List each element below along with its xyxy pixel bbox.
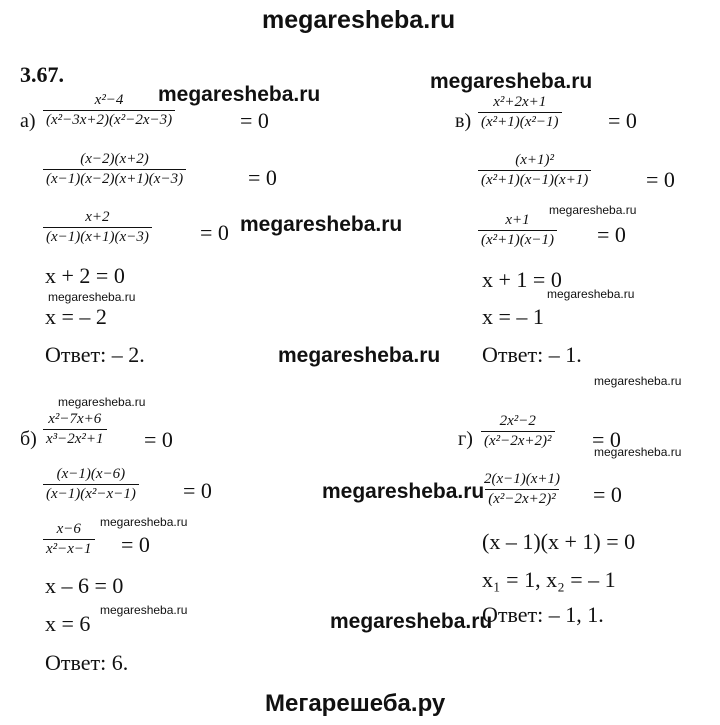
part-b-fraction-2 [43, 467, 139, 503]
part-v-equals-3: = 0 [597, 222, 626, 247]
part-v-line-1: x + 1 = 0 [482, 267, 562, 292]
part-b-equals-1: = 0 [144, 427, 173, 452]
part-g-label: г) [458, 428, 473, 450]
watermark-small: megaresheba.ru [100, 515, 188, 529]
watermark-small: megaresheba.ru [58, 395, 146, 409]
part-g-fraction-2-numerator: 2(x−1)(x+1) [484, 471, 561, 487]
part-b-fraction-1 [43, 412, 107, 448]
part-v-label: в) [455, 110, 472, 132]
part-a-fraction-1-numerator: x²−4 [94, 92, 124, 108]
part-b-fraction-3 [43, 522, 95, 558]
part-v-fraction-2 [478, 153, 591, 189]
part-b-fraction-1-denominator: x³−2x²+1 [43, 429, 107, 448]
part-b-fraction-3-denominator: x²−x−1 [43, 539, 95, 558]
watermark: megaresheba.ru [278, 344, 441, 367]
part-a-label: а) [20, 110, 36, 132]
part-g-fraction-2-denominator: (x²−2x+2)² [485, 489, 559, 508]
part-v-fraction-1-denominator: (x²+1)(x²−1) [478, 112, 562, 131]
part-a-equals-1: = 0 [240, 108, 269, 133]
part-v-fraction-2-numerator: (x+1)² [515, 152, 555, 168]
part-b-fraction-1-numerator: x²−7x+6 [48, 411, 102, 427]
part-b-line-1: x – 6 = 0 [45, 573, 124, 598]
part-v-equals-1: = 0 [608, 108, 637, 133]
part-g-fraction-1-numerator: 2x²−2 [499, 413, 536, 429]
part-a-equals-2: = 0 [248, 165, 277, 190]
part-g-answer: Ответ: – 1, 1. [482, 602, 604, 627]
part-a-fraction-2-denominator: (x−1)(x−2)(x+1)(x−3) [43, 169, 186, 188]
part-v-fraction-3 [478, 213, 557, 249]
header-site-title: megaresheba.ru [262, 6, 456, 34]
part-v-equals-2: = 0 [646, 167, 675, 192]
part-g-fraction-2 [481, 472, 563, 508]
part-a-line-2: x = – 2 [45, 304, 107, 329]
part-a-fraction-1-denominator: (x²−3x+2)(x²−2x−3) [43, 110, 175, 129]
part-b-equals-2: = 0 [183, 478, 212, 503]
part-a-fraction-2-numerator: (x−2)(x+2) [80, 151, 149, 167]
part-v-answer: Ответ: – 1. [482, 342, 582, 367]
part-b-line-2: x = 6 [45, 611, 91, 636]
footer-site-title: Мегарешеба.ру [265, 690, 446, 717]
part-a-fraction-1 [43, 93, 175, 129]
part-v-fraction-3-numerator: x+1 [505, 212, 530, 228]
watermark-small: megaresheba.ru [547, 287, 635, 301]
part-v-fraction-1 [478, 95, 562, 131]
part-g-equals-1: = 0 [592, 427, 621, 452]
part-v-line-2: x = – 1 [482, 304, 544, 329]
part-g-fraction-1 [481, 414, 555, 450]
part-g-line-1: (x – 1)(x + 1) = 0 [482, 529, 636, 554]
watermark: megaresheba.ru [240, 213, 403, 236]
part-a-fraction-3-numerator: x+2 [85, 209, 110, 225]
part-a-fraction-3-denominator: (x−1)(x+1)(x−3) [43, 227, 152, 246]
part-a-fraction-2 [43, 152, 186, 188]
watermark-small: megaresheba.ru [549, 203, 637, 217]
part-b-fraction-2-numerator: (x−1)(x−6) [56, 466, 126, 482]
part-g-fraction-1-denominator: (x²−2x+2)² [481, 431, 555, 450]
part-g-equals-2: = 0 [593, 482, 622, 507]
part-v-fraction-2-denominator: (x²+1)(x−1)(x+1) [478, 170, 591, 189]
part-b-answer: Ответ: 6. [45, 650, 129, 675]
part-a-fraction-3 [43, 210, 152, 246]
watermark-small: megaresheba.ru [594, 445, 682, 459]
part-b-fraction-3-numerator: x−6 [56, 521, 81, 537]
part-v-fraction-1-numerator: x²+2x+1 [493, 94, 547, 110]
watermark-small: megaresheba.ru [48, 290, 136, 304]
part-b-label: б) [20, 428, 37, 450]
watermark-small: megaresheba.ru [594, 374, 682, 388]
watermark: megaresheba.ru [330, 610, 493, 633]
part-g-line-2: x₁ = 1, x₂ = – 1 [482, 567, 616, 592]
watermark-small: megaresheba.ru [100, 603, 188, 617]
part-b-equals-3: = 0 [121, 532, 150, 557]
part-a-answer: Ответ: – 2. [45, 342, 145, 367]
part-b-fraction-2-denominator: (x−1)(x²−x−1) [43, 484, 139, 503]
watermark: megaresheba.ru [158, 83, 321, 106]
part-a-equals-3: = 0 [200, 220, 229, 245]
part-a-line-1: x + 2 = 0 [45, 263, 125, 288]
watermark: megaresheba.ru [430, 70, 593, 93]
part-v-fraction-3-denominator: (x²+1)(x−1) [478, 230, 557, 249]
watermark: megaresheba.ru [322, 480, 485, 503]
problem-number: 3.67. [20, 62, 64, 87]
